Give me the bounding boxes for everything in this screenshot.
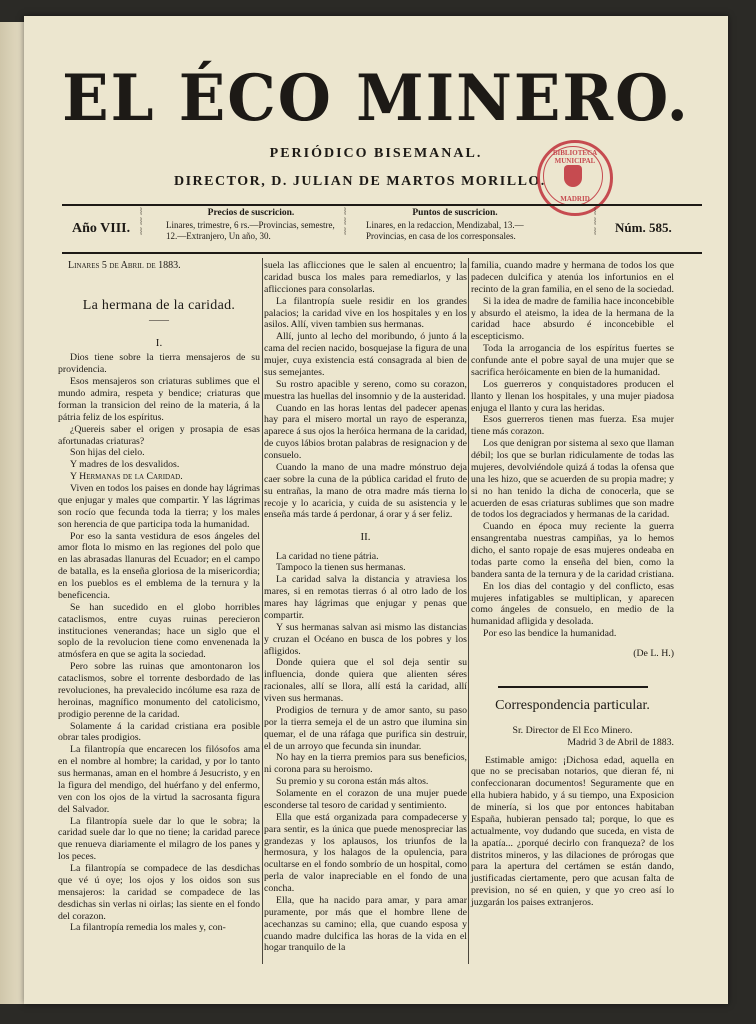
paragraph: ¿Quereis saber el origen y prosapia de esas afortunadas criaturas?	[58, 423, 260, 447]
header-rule-bottom	[62, 252, 702, 254]
paragraph: Y sus hermanas salvan asi mismo las distancias y cruzan el Océano en busca de los pobres y los afligidos.	[264, 621, 467, 657]
masthead-title: EL ÉCO MINERO.	[62, 61, 690, 136]
article-dateline: Linares 5 de Abril de 1883.	[68, 260, 181, 271]
column-divider	[262, 258, 263, 964]
paragraph: Esos guerreros tienen mas fuerza. Esa mujer tiene más corazon.	[471, 414, 674, 438]
correspondence-addressee: Sr. Director de El Eco Minero.	[512, 724, 633, 736]
paragraph: suela las aflicciones que le salen al encuentro; la caridad busca los males para remediarlos, y las aflicciones para consolarlas.	[264, 260, 467, 295]
paragraph: Y Hermanas de la Caridad.	[70, 471, 183, 483]
paragraph: En los dias del contagio y del conflicto, esas mujeres infatigables se multiplican, y aparecen como ángeles de consuelo, en medio de la humanidad afligida y desolada.	[471, 580, 674, 628]
article-column-3	[471, 260, 674, 909]
paragraph: La caridad salva la distancia y atraviesa los mares, si en remotas tierras ó al otro lado de los mares hay lágrimas que enjugar y penas que compartir.	[264, 574, 467, 621]
paragraph: Pero sobre las ruinas que amontonaron los cataclismos, sobre el torrente desbordado de las revoluciones, ha prevalecido incólume esa raza de heroinas, magnífico monumento del catolicismo, prodigio perenne de la caridad.	[58, 661, 260, 720]
paragraph: Solamente á la caridad cristiana era posible obrar tales prodigios.	[58, 720, 260, 744]
paragraph: No hay en la tierra premios para sus beneficios, ni corona para su heroismo.	[264, 752, 467, 776]
masthead-director: DIRECTOR, D. JULIAN DE MARTOS MORILLO.	[174, 174, 546, 189]
paragraph: Solamente en el corazon de una mujer puede esconderse tal tesoro de caridad y sentimiento.	[264, 788, 467, 811]
paragraph: La filantropía que encarecen los filósofos ama en el nombre al hombre; la caridad, y por lo tanto sus hermanas, aman en el hombre á Jesucristo, y en la figura del mendigo, del huérfano y del enfermo, ven con los ojos de la virtud la sacrosanta figura del Salvador.	[58, 744, 260, 815]
paragraph: Se han sucedido en el globo horribles cataclismos, entre cuyas ruinas perecieron instituciones venerandas; hace un siglo que el soplo de la revolucion tiene como envenenada la atmósfera en que se agita la sociedad.	[58, 601, 260, 661]
year-label: Año VIII.	[72, 221, 131, 236]
paragraph: La filantropía se compadece de las desdichas que vé ú oye; los ojos y los oidos son sus mensajeros: la caridad se compadece de las desdichas sin verlas ni oirlas; las siente en el fondo del corazon.	[58, 863, 260, 922]
paragraph: Por eso la santa vestidura de esos ángeles del amor flota lo mismo en las regiones del polo que en las abrasadas llanuras del Ecuador; en el campo de batalla, es la enseña gloriosa de la misericordia; en los pueblos es el emblema de la ternura y la beneficencia.	[58, 530, 260, 601]
newspaper-page	[24, 16, 728, 1004]
paragraph: Cuando la mano de una madre mónstruo deja caer sobre la cuna de la pública caridad el fruto de su entrañas, la mano de otra madre más tierna lo recoje y lo acaricia, y cuida de su asistencia y le enseña más tarde á perdonar, á orar y á ser feliz.	[264, 461, 467, 521]
paragraph: Prodigios de ternura y de amor santo, su paso por la tierra semeja el de un astro que ilumina sin quemar, el de una ráfaga que purifica sin destruir, el de un arroyo que fecunda sin inundar.	[264, 704, 467, 752]
correspondence-title: Correspondencia particular.	[495, 697, 650, 713]
prices-text: Linares, trimestre, 6 rs.—Provincias, semestre, 12.—Extranjero, Un año, 30.	[166, 219, 335, 241]
correspondence-date: Madrid 3 de Abril de 1883.	[567, 736, 674, 748]
paragraph: familia, cuando madre y hermana de todos los que padecen dulcifica y atenúa los infortunios en el recinto de la gran familia, en el seno de la sociedad.	[471, 260, 674, 295]
paragraph: Toda la arrogancia de los espíritus fuertes se confunde ante el pobre sayal de una mujer que se sacrifica heróicamente en bien de la humanidad.	[471, 343, 674, 378]
adjacent-page-edge	[0, 22, 24, 1004]
article-column-2	[264, 260, 467, 954]
article-title: La hermana de la caridad.	[82, 298, 236, 314]
stamp-top-text: BIBLIOTECA MUNICIPAL	[552, 149, 598, 165]
paragraph: Cuando en las horas lentas del padecer apenas hay para el misero mortal un rayo de esperanza, aparece á sus ojos la heróica hermana de la caridad, de cuyos lábios brotan palabras de resignacion y de consuelo.	[264, 402, 467, 461]
paragraph: Viven en todos los paises en donde hay lágrimas que enjugar y males que compartir. Y las lágrimas son rocío que fecunda toda la tierra; y los males son herencia de que participa toda la humanidad.	[58, 483, 260, 530]
stamp-crest-icon	[564, 165, 582, 187]
paragraph: Cuando en época muy reciente la guerra ensangrentaba nuestras campiñas, ya lo hemos dicho, el santo ropaje de esas mujeres ondeaba en todas parte como la enseña del bien, como la bandera santa de la ternura y de la caridad cristiana.	[471, 521, 674, 580]
points-box	[366, 208, 544, 241]
correspondence-body: Estimable amigo: ¡Dichosa edad, aquella en que no se precisaban notarios, que dieran fé, ni confeccionaran documentos! Seguramente que en ella hubiera habido, y á su tiempo, una Exposicion de minería, si los que por entonces habitaban España, hubieran pensado tal; porque, lo que es actualmente, voy dudando que suceda, en vista de la apatía... ¿porqué decirlo con franqueza? de los distritos mineros, y las dilaciones de prórogas que para la apertura del certámen se están dando, justificadas ciertamente, pero que acusan falta de prevision, no sé en quien, y que yo creo así lo juzgarán los paises extranjeros.	[471, 754, 674, 909]
paragraph: Dios tiene sobre la tierra mensajeros de su providencia.	[58, 352, 260, 376]
paragraph: Donde quiera que el sol deja sentir su influencia, donde quiera que alienten séres racionales, allí se llora, allí está la caridad, allí viven sus hermanas.	[264, 657, 467, 705]
issue-number: Núm. 585.	[615, 220, 672, 235]
paragraph: La filantropía remedia los males y, con-	[70, 922, 226, 934]
article-signature: (De L. H.)	[633, 648, 674, 659]
column-divider	[468, 258, 469, 964]
paragraph: Los guerreros y conquistadores producen el llanto y llenan los hospitales, y una mujer piadosa enjuga el llanto y cura las heridas.	[471, 378, 674, 414]
paragraph: La filantropía suele dar lo que le sobra; la caridad suele dar lo que no tiene; la caridad parece que renueva diariamente el milagro de los panes y los peces.	[58, 815, 260, 863]
paragraph: Esos mensajeros son criaturas sublimes que el mundo admira, respeta y bendice; criaturas que forman la transicion del reino de la materia, á la pátria feliz de los espíritus.	[58, 376, 260, 423]
article-column-1	[58, 260, 260, 934]
paragraph: Ella, que ha nacido para amar, y para amar puramente, por más que el hombre llene de acechanzas su camino; ella, que cuando esposa y cuando madre dulcifica las horas de la vida en el hogar tranquilo de la	[264, 894, 467, 954]
info-bar	[62, 206, 702, 252]
paragraph: La filantropía suele residir en los grandes palacios; la caridad vive en los hospitales y en los asilos. Allí, viven tambien sus hermanas.	[264, 295, 467, 331]
section-number: I.	[155, 337, 163, 350]
paragraph: Son hijas del cielo.	[70, 447, 145, 459]
paragraph: Tampoco la tienen sus hermanas.	[276, 562, 406, 574]
points-text: Linares, en la redaccion, Mendizabal, 13.—Provincias, en casa de los corresponsales.	[366, 219, 524, 241]
section-separator	[498, 686, 648, 688]
paragraph: Por eso las bendice la humanidad.	[483, 628, 617, 640]
paragraph: Su rostro apacible y sereno, como su corazon, muestra las huellas del insomnio y de la austeridad.	[264, 378, 467, 402]
points-title: Puntos de suscricion.	[412, 208, 498, 218]
paragraph: La caridad no tiene pátria.	[276, 550, 379, 562]
paragraph: Los que denigran por sistema al sexo que llaman débil; los que se burlan ridiculamente de todas las mujeres, devolviéndole quizá á todas la ofensa que una les hizo, que se acuerden de su propia madre; y si no han tenido la dicha de conocerla, que se acuerden de esas criaturas sublimes que son madre de todos los degraciados y hermanas de la caridad.	[471, 438, 674, 521]
paragraph: Su premio y su corona están más altos.	[276, 776, 429, 788]
section-number: II.	[360, 531, 371, 544]
prices-title: Precios de suscricion.	[207, 208, 295, 218]
paragraph: Ella que está organizada para compadecerse y para sentir, es la única que puede menospreciar las grandezas y los aplausos, los triunfos de la hermosura, y los halagos de la opulencia, para ocultarse en el fondo sombrío de un hospital, como perla de valor inapreciable en el fondo de una concha.	[264, 811, 467, 895]
paragraph: Allí, junto al lecho del moribundo, ó junto á la cama del recien nacido, bosquejase la figura de una mujer, cuya existencia está consagrada al bien de sus semejantes.	[264, 331, 467, 378]
prices-box	[166, 208, 336, 241]
paragraph: Y madres de los desvalidos.	[70, 459, 180, 471]
paragraph: Si la idea de madre de familia hace inconcebible y absurdo el ateismo, la idea de la hermana de la caridad hace absurdo é inconcebible el escepticismo.	[471, 295, 674, 343]
title-ornament: ——	[149, 315, 169, 327]
masthead-subtitle: PERIÓDICO BISEMANAL.	[269, 146, 483, 161]
stamp-bottom-text: MADRID	[560, 195, 590, 203]
